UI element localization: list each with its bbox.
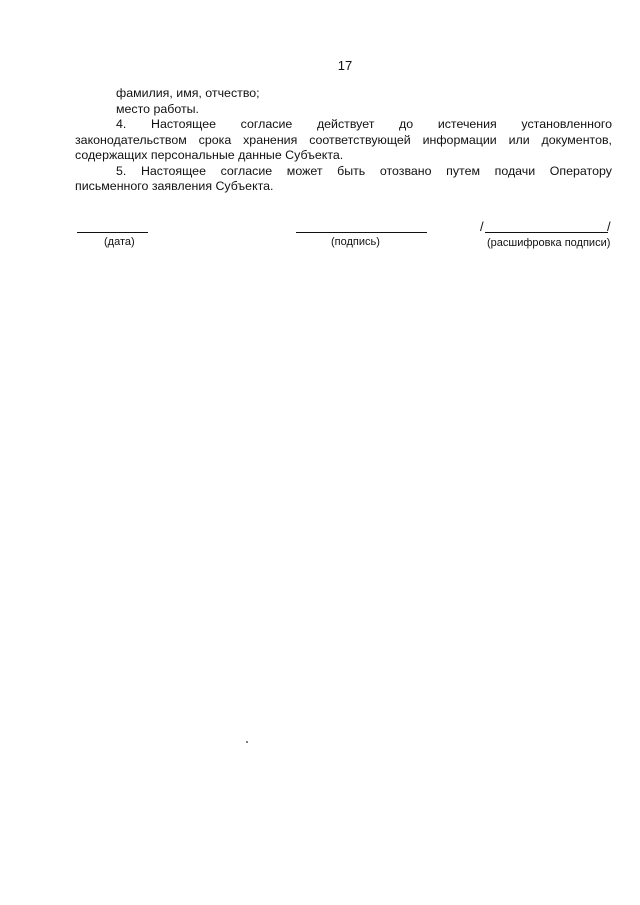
word: отозвано [379,163,432,178]
page-number: 17 [337,58,353,73]
scan-speck [246,741,248,743]
signature-line [296,232,427,233]
date-caption: (дата) [104,236,135,248]
word: согласие [220,163,273,178]
text-line-name: фамилия, имя, отчество; [116,86,260,100]
consent-text [75,86,612,195]
item-4-second-line [75,133,612,149]
word: Настоящее [151,117,217,131]
word: Настоящее [140,163,206,178]
word: документов, [541,132,612,147]
word: или [508,132,530,147]
signature-caption: (подпись) [331,236,380,248]
word: до [399,117,414,131]
word: Оператору [549,163,612,178]
word: законодательством [75,132,187,147]
word: срока [198,132,232,147]
word: хранения [243,132,298,147]
item-5-second-line: письменного заявления Субъекта. [75,179,274,193]
word: может [286,163,323,178]
word: подачи [494,163,536,178]
item-4-number: 4. [116,117,127,131]
word: установленного [521,117,612,131]
item-4-third-line: содержащих персональные данные Субъекта. [75,148,344,162]
item-5-first-line [75,164,612,180]
decode-slash-close: / [607,219,611,234]
decode-line [485,232,608,233]
word: соответствующей [309,132,411,147]
text-line-workplace: место работы. [116,101,199,116]
item-4-first-line [75,117,612,133]
word: быть [337,163,366,178]
decode-caption: (расшифровка подписи) [487,237,611,249]
date-line [77,232,148,233]
word: действует [316,117,375,131]
word: согласие [240,117,293,131]
item-5-number: 5. [116,163,127,178]
decode-slash-open: / [480,219,484,234]
word: путем [446,163,480,178]
word: информации [422,132,497,147]
word: истечения [437,117,497,131]
